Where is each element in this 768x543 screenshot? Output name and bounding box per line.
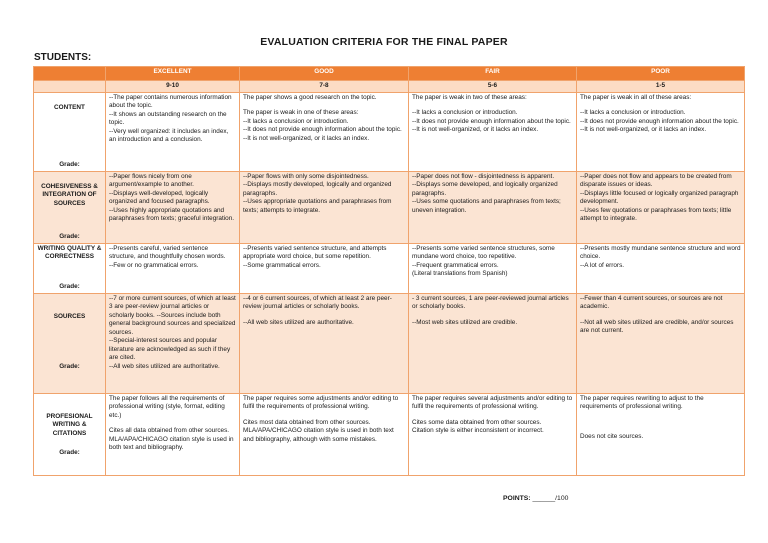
cell-text-line: --Uses few quotations or paraphrases from texts; little attempt to integrate. <box>580 206 732 223</box>
cell-text-line: --It is not well-organized, or it lacks an index. <box>412 126 539 134</box>
document-title: EVALUATION CRITERIA FOR THE FINAL PAPER <box>260 36 508 48</box>
cell-text-line: --All web sites utilized are authoritative. <box>109 362 220 370</box>
descriptor-cell <box>240 294 409 394</box>
cell-text-line: --It lacks a conclusion or introduction. <box>580 109 686 117</box>
descriptor-cell <box>577 172 745 244</box>
criterion-row-writing-quality <box>34 244 745 294</box>
descriptor-cell <box>577 294 745 394</box>
score-good: 7-8 <box>240 81 409 93</box>
descriptor-cell <box>409 172 577 244</box>
cell-text-line: Cites some data obtained from other sources. <box>412 418 542 426</box>
cell-text-line: --Presents careful, varied sentence structure, and thoughtfully chosen words. <box>109 245 226 261</box>
cell-text-line: --7 or more current sources, of which at least 3 are peer-review journal articles or scholarly books. --Sources include both general background sources and specialized sources. <box>109 295 236 336</box>
grade-label: Grade: <box>59 448 80 456</box>
descriptor-cell <box>409 394 577 476</box>
cell-text-line: --It is not well-organized, or it lacks an index. <box>580 126 707 134</box>
cell-text-line: - 3 current sources, 1 are peer-reviewed journal articles or scholarly books. <box>412 295 569 311</box>
cell-text-line: --Displays some developed, and logically organized paragraphs. <box>412 181 558 197</box>
points-blank: ______/100 <box>530 495 569 502</box>
cell-text-line: --Presents some varied sentence structures, some mundane word choice, too repetitive. <box>412 245 555 261</box>
cell-text-line: The paper requires some adjustments and/or editing to fulfil the requirements of professional writing. <box>243 395 399 411</box>
cell-text-line: --It does not provide enough information about the topic. <box>580 117 739 125</box>
level-good: GOOD <box>240 67 409 81</box>
cell-spacer <box>243 312 405 319</box>
cell-spacer <box>580 426 741 433</box>
descriptor-cell <box>577 394 745 476</box>
students-label: STUDENTS: <box>34 52 92 63</box>
cell-text-line: --It does not provide enough information about the topic. <box>412 117 571 125</box>
cell-spacer <box>580 419 741 426</box>
cell-text-line: --Not all web sites utilized are credible, and/or sources are not current. <box>580 318 734 335</box>
cell-text-line: --Uses some quotations and paraphrases from texts; uneven integration. <box>412 198 561 214</box>
descriptor-cell <box>106 394 240 476</box>
criterion-row-content <box>34 93 745 172</box>
rubric-table <box>33 66 745 476</box>
cell-spacer <box>243 412 405 419</box>
cell-spacer <box>109 420 236 427</box>
points-total <box>503 495 568 502</box>
header-corner <box>34 67 106 81</box>
level-header-row <box>34 67 745 81</box>
criterion-row-sources <box>34 294 745 394</box>
descriptor-cell <box>106 93 240 172</box>
cell-text-line: Citation style is either inconsistent or incorrect. <box>412 427 544 435</box>
cell-text-line: --It lacks a conclusion or introduction. <box>412 109 518 117</box>
criterion-label: COHESIVENESS & INTEGRATION OF SOURCES <box>41 183 98 207</box>
cell-spacer <box>580 312 741 319</box>
cell-spacer <box>412 102 573 109</box>
cell-text-line: --Paper does not flow - disjointedness is apparent. <box>412 173 555 180</box>
cell-spacer <box>243 102 405 109</box>
grade-label: Grade: <box>59 362 80 370</box>
cell-text-line: --Displays well-developed, logically organized and focused paragraphs. <box>109 189 210 206</box>
cell-text-line: --It is not well-organized, or it lacks an index. <box>243 134 370 142</box>
cell-text-line: The paper requires rewriting to adjust to the requirements of professional writing. <box>580 395 704 411</box>
score-fair: 5-6 <box>409 81 577 93</box>
cell-text-line: --Very well organized: it includes an index, an introduction and a conclusion. <box>109 127 229 144</box>
descriptor-cell <box>577 93 745 172</box>
cell-text-line: The paper is weak in all of these areas: <box>580 94 692 101</box>
cell-text-line: --4 or 6 current sources, of which at least 2 are peer-review journal articles or scholarly books. <box>243 295 392 311</box>
cell-text-line: --Special-interest sources and popular literature are acknowledged as such if they are cited. <box>109 337 231 362</box>
cell-text-line: --It lacks a conclusion or introduction. <box>243 117 349 125</box>
descriptor-cell <box>106 172 240 244</box>
level-excellent: EXCELLENT <box>106 67 240 81</box>
cell-text-line: --Frequent grammatical errors. <box>412 261 499 269</box>
cell-text-line: --Displays little focused or logically organized paragraph development. <box>580 189 739 206</box>
criterion-sources <box>34 294 106 394</box>
cell-text-line: MLA/APA/CHICAGO citation style is used in both text and bibliography. <box>109 435 234 452</box>
descriptor-cell <box>409 244 577 294</box>
cell-text-line: Does not cite sources. <box>580 432 644 440</box>
grade-label: Grade: <box>59 232 80 240</box>
criterion-label: SOURCES <box>53 313 86 320</box>
cell-text-line: --Paper flows with only some disjointedness. <box>243 173 369 180</box>
criterion-row-cohesiveness <box>34 172 745 244</box>
descriptor-cell <box>577 244 745 294</box>
grade-label: Grade: <box>59 282 80 290</box>
cell-text-line: The paper is weak in two of these areas: <box>412 94 527 101</box>
cell-text-line: --Displays mostly developed, logically and organized paragraphs. <box>243 181 392 197</box>
cell-text-line: --Most web sites utilized are credible. <box>412 318 518 326</box>
cell-text-line: --Fewer than 4 current sources, or sources are not academic. <box>580 295 723 311</box>
criterion-cohesiveness <box>34 172 106 244</box>
cell-text-line: --Presents varied sentence structure, and attempts appropriate word choice, but some repetition. <box>243 245 387 261</box>
cell-text-line: Cites most data obtained from other sources. <box>243 418 371 426</box>
descriptor-cell <box>106 244 240 294</box>
score-excellent: 9-10 <box>106 81 240 93</box>
cell-spacer <box>412 412 573 419</box>
cell-text-line: --Uses highly appropriate quotations and paraphrases from texts; graceful integration. <box>109 206 235 223</box>
cell-text-line: --Paper flows nicely from one argument/example to another. <box>109 173 194 189</box>
cell-spacer <box>580 412 741 419</box>
descriptor-cell <box>409 294 577 394</box>
descriptor-cell <box>409 93 577 172</box>
cell-text-line: --The paper contains numerous information about the topic. <box>109 94 232 110</box>
cell-text-line: --It shows an outstanding research on the topic. <box>109 110 227 127</box>
score-corner <box>34 81 106 93</box>
score-range-row <box>34 81 745 93</box>
descriptor-cell <box>240 244 409 294</box>
cell-text-line: The paper follows all the requirements of professional writing (style, format, editing etc.) <box>109 395 225 419</box>
criterion-content <box>34 93 106 172</box>
cell-spacer <box>412 312 573 319</box>
cell-text-line: Cites all data obtained from other sources. <box>109 427 230 435</box>
descriptor-cell <box>240 172 409 244</box>
cell-text-line: --Uses appropriate quotations and paraphrases from texts; attempts to integrate. <box>243 198 392 214</box>
criterion-label: CONTENT <box>54 104 85 111</box>
level-fair: FAIR <box>409 67 577 81</box>
criterion-row-professional-writing <box>34 394 745 476</box>
criterion-label: WRITING QUALITY & CORRECTNESS <box>37 245 102 261</box>
cell-text-line: The paper is weak in one of these areas: <box>243 109 359 117</box>
criterion-writing-quality <box>34 244 106 294</box>
cell-text-line: --Some grammatical errors. <box>243 261 321 269</box>
level-poor: POOR <box>577 67 745 81</box>
cell-text-line: (Literal translations from Spanish) <box>412 270 508 278</box>
cell-text-line: --Paper does not flow and appears to be created from disparate issues or ideas. <box>580 173 732 189</box>
criterion-label: PROFESIONAL WRITING & CITATIONS <box>46 413 93 437</box>
cell-text-line: --Few or no grammatical errors. <box>109 261 199 269</box>
cell-text-line: The paper shows a good research on the topic. <box>243 94 377 101</box>
descriptor-cell <box>240 394 409 476</box>
descriptor-cell <box>240 93 409 172</box>
score-poor: 1-5 <box>577 81 745 93</box>
points-label: POINTS: <box>503 495 531 502</box>
cell-text-line: The paper requires several adjustments and/or editing to fulfil the requirements of professional writing. <box>412 395 573 411</box>
criterion-professional-writing <box>34 394 106 476</box>
cell-text-line: MLA/APA/CHICAGO citation style is used in both text and bibliography, although with some mistakes. <box>243 427 394 443</box>
cell-spacer <box>580 102 741 109</box>
cell-text-line: --Presents mostly mundane sentence structure and word choice. <box>580 245 741 261</box>
cell-text-line: --It does not provide enough information about the topic. <box>243 126 402 134</box>
grade-label: Grade: <box>59 160 80 168</box>
cell-text-line: --All web sites utilized are authoritative. <box>243 318 354 326</box>
cell-text-line: --A lot of errors. <box>580 261 625 269</box>
descriptor-cell <box>106 294 240 394</box>
